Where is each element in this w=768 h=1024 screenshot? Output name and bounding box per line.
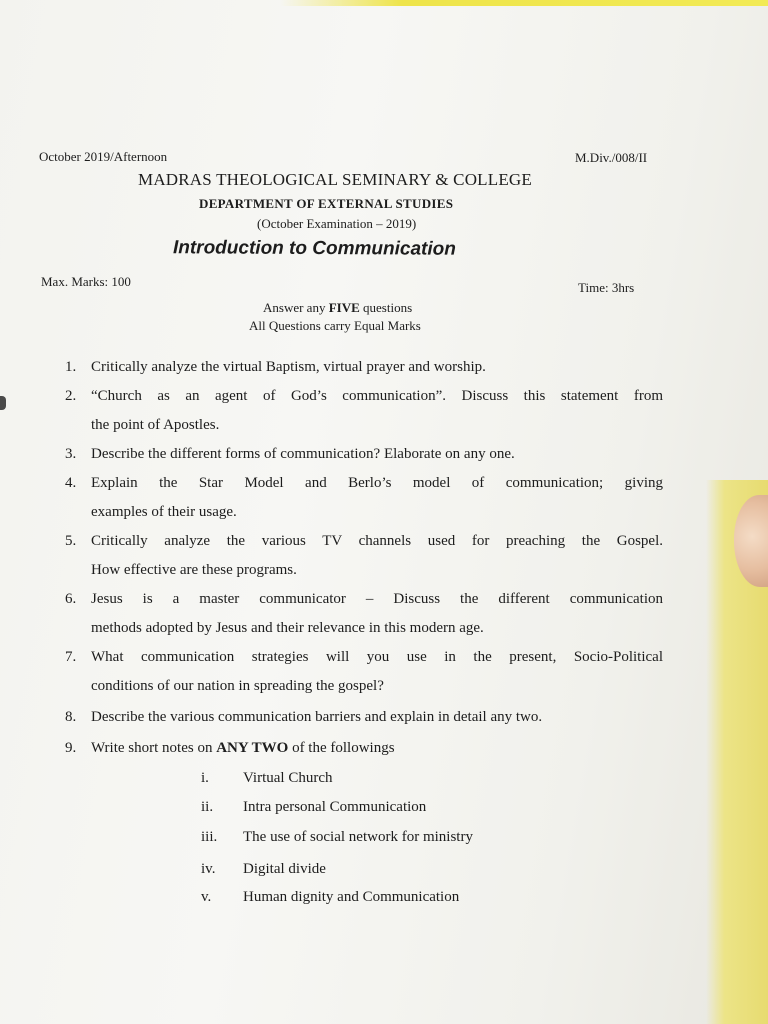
exam-time: Time: 3hrs [578,280,635,295]
question-text: Describe the various communication barriers and explain in detail any two. [91,709,543,725]
exam-date-session: October 2019/Afternoon [39,149,168,164]
question-text: Critically analyze the virtual Baptism, virtual prayer and worship. [91,359,486,375]
question-number: 4. [65,475,77,491]
question-text-continued: How effective are these programs. [91,562,297,578]
max-marks: Max. Marks: 100 [41,274,131,289]
question-text-continued: methods adopted by Jesus and their relevance in this modern age. [91,620,484,636]
question-number: 2. [65,388,77,404]
question-text-continued: conditions of our nation in spreading the gospel? [91,678,384,694]
exam-name: (October Examination – 2019) [257,216,417,231]
course-code: M.Div./008/II [575,150,648,165]
question-9-text-end: of the followings [288,740,395,756]
question-number: 1. [65,359,77,375]
question-text: Describe the different forms of communication? Elaborate on any one. [91,446,515,462]
sub-item-text: Virtual Church [243,770,333,786]
instruction-count: FIVE [328,300,360,315]
question-number: 8. [65,709,77,725]
sub-item-numeral: iii. [201,829,218,845]
question-text-continued: examples of their usage. [91,504,237,520]
sub-item-numeral: v. [201,889,212,905]
question-number: 7. [65,649,77,665]
question-text: “Church as an agent of God’s communication”. Discuss this statement from [91,388,663,404]
yellow-background-strip [280,0,768,6]
sub-item-text: The use of social network for ministry [243,829,473,845]
question-number: 6. [65,591,77,607]
question-number: 9. [65,740,77,756]
sub-item-numeral: ii. [201,799,214,815]
sub-item-text: Human dignity and Communication [243,889,460,905]
sub-item-text: Intra personal Communication [243,799,427,815]
college-name: MADRAS THEOLOGICAL SEMINARY & COLLEGE [138,170,532,189]
instruction-answer-five [263,300,412,316]
instruction-text: Answer any [263,300,329,315]
question-text [91,734,663,763]
question-9-text: Write short notes on [91,740,217,756]
sub-item-text: Digital divide [243,861,326,877]
subject-title: Introduction to Communication [172,237,456,260]
question-text: Explain the Star Model and Berlo’s model of communication; giving [91,475,663,491]
sub-item-numeral: i. [201,770,209,786]
question-number: 3. [65,446,77,462]
question-text-continued: the point of Apostles. [91,417,220,433]
question-text: What communication strategies will you use in the present, Socio-Political [91,649,663,665]
instruction-equal-marks: All Questions carry Equal Marks [249,318,421,333]
sub-item-numeral: iv. [201,861,216,877]
instruction-text-end: questions [359,300,413,315]
question-text: Jesus is a master communicator – Discuss the different communication [91,591,663,607]
staple-pin [0,396,6,410]
department-name: DEPARTMENT OF EXTERNAL STUDIES [199,196,454,211]
question-text: Critically analyze the various TV channels used for preaching the Gospel. [91,533,663,549]
question-number: 5. [65,533,77,549]
question-9-emphasis: ANY TWO [216,740,289,756]
